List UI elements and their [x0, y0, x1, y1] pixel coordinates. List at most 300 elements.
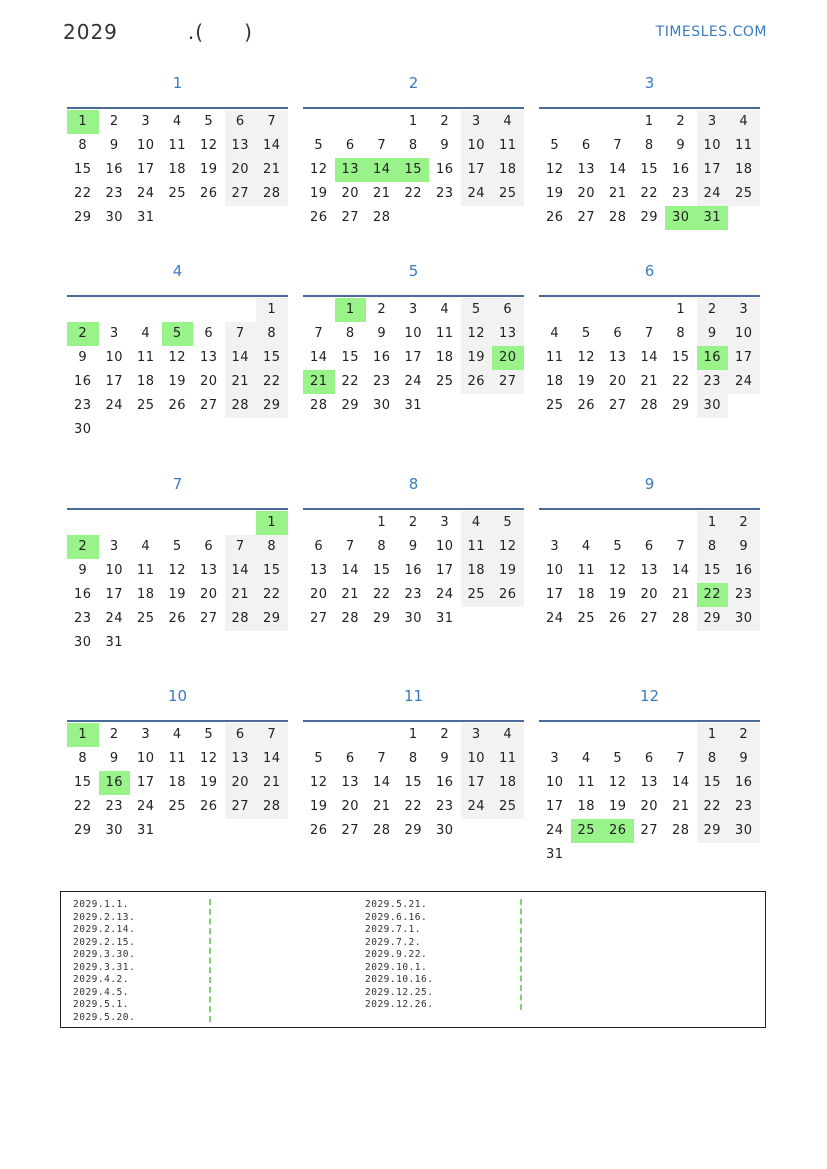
day-cell[interactable]: 24	[435, 587, 454, 602]
day-cell[interactable]: 22	[671, 374, 690, 389]
day-cell[interactable]: 6	[204, 326, 214, 341]
day-cell[interactable]: 11	[168, 751, 187, 766]
day-cell[interactable]: 22	[404, 186, 423, 201]
day-cell[interactable]: 30	[105, 823, 124, 838]
day-cell[interactable]: 13	[225, 134, 257, 158]
day-cell[interactable]: 19	[168, 587, 187, 602]
day-cell[interactable]: 8	[644, 138, 654, 153]
day-cell[interactable]: 24	[697, 182, 729, 206]
day-cell[interactable]: 27	[225, 182, 257, 206]
day-cell[interactable]: 1	[697, 511, 729, 535]
day-cell[interactable]: 14	[640, 350, 659, 365]
day-cell[interactable]: 27	[199, 398, 218, 413]
day-cell[interactable]: 23	[435, 799, 454, 814]
day-cell[interactable]: 5	[314, 751, 324, 766]
day-cell[interactable]: 6	[581, 138, 591, 153]
day-cell[interactable]: 1	[408, 114, 418, 129]
day-cell[interactable]: 6	[204, 539, 214, 554]
day-cell[interactable]: 2	[728, 723, 760, 747]
day-cell[interactable]: 19	[577, 374, 596, 389]
day-cell[interactable]: 6	[644, 539, 654, 554]
day-cell[interactable]: 26	[168, 398, 187, 413]
day-cell[interactable]: 18	[728, 158, 760, 182]
day-cell[interactable]: 19	[309, 186, 328, 201]
day-cell[interactable]: 4	[461, 511, 493, 535]
day-cell[interactable]: 22	[256, 583, 288, 607]
day-cell[interactable]: 15	[398, 158, 430, 182]
day-cell[interactable]: 20	[608, 374, 627, 389]
day-cell[interactable]: 4	[172, 727, 182, 742]
day-cell[interactable]: 2	[728, 511, 760, 535]
day-cell[interactable]: 9	[78, 563, 88, 578]
day-cell[interactable]: 9	[697, 322, 729, 346]
day-cell[interactable]: 1	[377, 515, 387, 530]
day-cell[interactable]: 12	[168, 563, 187, 578]
day-cell[interactable]: 14	[256, 747, 288, 771]
day-cell[interactable]: 28	[372, 823, 391, 838]
day-cell[interactable]: 1	[408, 727, 418, 742]
day-cell[interactable]: 8	[345, 326, 355, 341]
day-cell[interactable]: 19	[199, 162, 218, 177]
day-cell[interactable]: 17	[404, 350, 423, 365]
day-cell[interactable]: 7	[613, 138, 623, 153]
day-cell[interactable]: 2	[440, 114, 450, 129]
day-cell[interactable]: 22	[372, 587, 391, 602]
day-cell[interactable]: 6	[492, 298, 524, 322]
day-cell[interactable]: 11	[461, 535, 493, 559]
day-cell[interactable]: 16	[404, 563, 423, 578]
day-cell[interactable]: 10	[461, 134, 493, 158]
day-cell[interactable]: 28	[640, 398, 659, 413]
day-cell[interactable]: 15	[404, 775, 423, 790]
day-cell[interactable]: 13	[640, 775, 659, 790]
day-cell[interactable]: 20	[199, 587, 218, 602]
day-cell[interactable]: 13	[309, 563, 328, 578]
day-cell[interactable]: 23	[435, 186, 454, 201]
day-cell[interactable]: 12	[545, 162, 564, 177]
day-cell[interactable]: 28	[309, 398, 328, 413]
day-cell[interactable]: 21	[608, 186, 627, 201]
day-cell[interactable]: 14	[366, 158, 398, 182]
day-cell[interactable]: 8	[676, 326, 686, 341]
day-cell[interactable]: 12	[309, 775, 328, 790]
day-cell[interactable]: 6	[225, 110, 257, 134]
day-cell[interactable]: 5	[613, 539, 623, 554]
day-cell[interactable]: 21	[372, 186, 391, 201]
day-cell[interactable]: 13	[225, 747, 257, 771]
day-cell[interactable]: 9	[78, 350, 88, 365]
day-cell[interactable]: 23	[372, 374, 391, 389]
day-cell[interactable]: 27	[640, 611, 659, 626]
day-cell[interactable]: 18	[577, 587, 596, 602]
day-cell[interactable]: 18	[435, 350, 454, 365]
day-cell[interactable]: 19	[309, 799, 328, 814]
day-cell[interactable]: 8	[408, 751, 418, 766]
day-cell[interactable]: 5	[613, 751, 623, 766]
day-cell[interactable]: 19	[545, 186, 564, 201]
day-cell[interactable]: 7	[377, 751, 387, 766]
day-cell[interactable]: 26	[577, 398, 596, 413]
day-cell[interactable]: 27	[640, 823, 659, 838]
day-cell[interactable]: 23	[105, 799, 124, 814]
day-cell[interactable]: 10	[105, 350, 124, 365]
day-cell[interactable]: 23	[697, 370, 729, 394]
day-cell[interactable]: 12	[199, 138, 218, 153]
brand-logo[interactable]: TIMESLES.COM	[655, 24, 767, 40]
day-cell[interactable]: 2	[676, 114, 686, 129]
day-cell[interactable]: 5	[461, 298, 493, 322]
day-cell[interactable]: 14	[608, 162, 627, 177]
day-cell[interactable]: 2	[408, 515, 418, 530]
day-cell[interactable]: 6	[345, 751, 355, 766]
day-cell[interactable]: 15	[697, 559, 729, 583]
day-cell[interactable]: 25	[728, 182, 760, 206]
day-cell[interactable]: 9	[377, 326, 387, 341]
day-cell[interactable]: 10	[435, 539, 454, 554]
day-cell[interactable]: 3	[728, 298, 760, 322]
day-cell[interactable]: 13	[335, 158, 367, 182]
day-cell[interactable]: 25	[492, 182, 524, 206]
day-cell[interactable]: 23	[73, 398, 92, 413]
day-cell[interactable]: 29	[73, 823, 92, 838]
day-cell[interactable]: 17	[728, 346, 760, 370]
day-cell[interactable]: 14	[256, 134, 288, 158]
day-cell[interactable]: 2	[67, 322, 99, 346]
day-cell[interactable]: 3	[697, 110, 729, 134]
day-cell[interactable]: 11	[492, 134, 524, 158]
day-cell[interactable]: 7	[644, 326, 654, 341]
day-cell[interactable]: 26	[309, 210, 328, 225]
day-cell[interactable]: 15	[256, 559, 288, 583]
day-cell[interactable]: 15	[640, 162, 659, 177]
day-cell[interactable]: 20	[341, 799, 360, 814]
day-cell[interactable]: 16	[435, 775, 454, 790]
day-cell[interactable]: 14	[225, 346, 257, 370]
day-cell[interactable]: 11	[136, 350, 155, 365]
day-cell[interactable]: 3	[141, 727, 151, 742]
day-cell[interactable]: 17	[461, 158, 493, 182]
day-cell[interactable]: 10	[697, 134, 729, 158]
day-cell[interactable]: 15	[256, 346, 288, 370]
day-cell[interactable]: 13	[608, 350, 627, 365]
day-cell[interactable]: 18	[461, 559, 493, 583]
day-cell[interactable]: 27	[341, 210, 360, 225]
day-cell[interactable]: 13	[640, 563, 659, 578]
day-cell[interactable]: 17	[435, 563, 454, 578]
day-cell[interactable]: 19	[608, 799, 627, 814]
day-cell[interactable]: 13	[199, 563, 218, 578]
day-cell[interactable]: 11	[577, 775, 596, 790]
day-cell[interactable]: 27	[199, 611, 218, 626]
day-cell[interactable]: 13	[199, 350, 218, 365]
day-cell[interactable]: 1	[67, 723, 99, 747]
day-cell[interactable]: 22	[640, 186, 659, 201]
day-cell[interactable]: 1	[67, 110, 99, 134]
day-cell[interactable]: 28	[341, 611, 360, 626]
day-cell[interactable]: 30	[697, 394, 729, 418]
day-cell[interactable]: 18	[545, 374, 564, 389]
day-cell[interactable]: 20	[309, 587, 328, 602]
day-cell[interactable]: 26	[199, 799, 218, 814]
day-cell[interactable]: 10	[545, 775, 564, 790]
day-cell[interactable]: 8	[697, 535, 729, 559]
day-cell[interactable]: 1	[256, 511, 288, 535]
day-cell[interactable]: 30	[728, 607, 760, 631]
day-cell[interactable]: 10	[461, 747, 493, 771]
day-cell[interactable]: 20	[492, 346, 524, 370]
day-cell[interactable]: 29	[372, 611, 391, 626]
day-cell[interactable]: 5	[492, 511, 524, 535]
day-cell[interactable]: 7	[225, 322, 257, 346]
day-cell[interactable]: 12	[199, 751, 218, 766]
day-cell[interactable]: 28	[372, 210, 391, 225]
day-cell[interactable]: 16	[73, 374, 92, 389]
day-cell[interactable]: 2	[109, 727, 119, 742]
day-cell[interactable]: 4	[440, 302, 450, 317]
day-cell[interactable]: 22	[341, 374, 360, 389]
day-cell[interactable]: 2	[67, 535, 99, 559]
day-cell[interactable]: 5	[581, 326, 591, 341]
day-cell[interactable]: 6	[613, 326, 623, 341]
day-cell[interactable]: 3	[461, 110, 493, 134]
day-cell[interactable]: 29	[256, 607, 288, 631]
day-cell[interactable]: 25	[168, 186, 187, 201]
day-cell[interactable]: 3	[408, 302, 418, 317]
day-cell[interactable]: 18	[168, 775, 187, 790]
day-cell[interactable]: 24	[461, 795, 493, 819]
day-cell[interactable]: 9	[676, 138, 686, 153]
day-cell[interactable]: 7	[314, 326, 324, 341]
day-cell[interactable]: 1	[256, 298, 288, 322]
day-cell[interactable]: 31	[435, 611, 454, 626]
day-cell[interactable]: 2	[109, 114, 119, 129]
day-cell[interactable]: 29	[640, 210, 659, 225]
day-cell[interactable]: 1	[676, 302, 686, 317]
day-cell[interactable]: 23	[404, 587, 423, 602]
day-cell[interactable]: 9	[728, 535, 760, 559]
day-cell[interactable]: 2	[697, 298, 729, 322]
day-cell[interactable]: 17	[105, 374, 124, 389]
day-cell[interactable]: 29	[671, 398, 690, 413]
day-cell[interactable]: 23	[105, 186, 124, 201]
day-cell[interactable]: 7	[256, 110, 288, 134]
day-cell[interactable]: 29	[341, 398, 360, 413]
day-cell[interactable]: 16	[99, 771, 131, 795]
day-cell[interactable]: 26	[602, 819, 634, 843]
day-cell[interactable]: 16	[697, 346, 729, 370]
day-cell[interactable]: 28	[225, 394, 257, 418]
day-cell[interactable]: 27	[577, 210, 596, 225]
day-cell[interactable]: 11	[577, 563, 596, 578]
day-cell[interactable]: 6	[644, 751, 654, 766]
day-cell[interactable]: 16	[73, 587, 92, 602]
day-cell[interactable]: 11	[728, 134, 760, 158]
day-cell[interactable]: 10	[136, 751, 155, 766]
day-cell[interactable]: 28	[256, 795, 288, 819]
day-cell[interactable]: 10	[105, 563, 124, 578]
day-cell[interactable]: 10	[545, 563, 564, 578]
day-cell[interactable]: 4	[728, 110, 760, 134]
day-cell[interactable]: 15	[671, 350, 690, 365]
day-cell[interactable]: 25	[492, 795, 524, 819]
day-cell[interactable]: 18	[168, 162, 187, 177]
day-cell[interactable]: 9	[109, 138, 119, 153]
day-cell[interactable]: 16	[435, 162, 454, 177]
day-cell[interactable]: 5	[162, 322, 194, 346]
day-cell[interactable]: 24	[105, 611, 124, 626]
day-cell[interactable]: 25	[461, 583, 493, 607]
day-cell[interactable]: 23	[728, 795, 760, 819]
day-cell[interactable]: 4	[550, 326, 560, 341]
day-cell[interactable]: 31	[105, 635, 124, 650]
day-cell[interactable]: 25	[571, 819, 603, 843]
day-cell[interactable]: 23	[73, 611, 92, 626]
day-cell[interactable]: 8	[78, 138, 88, 153]
day-cell[interactable]: 16	[105, 162, 124, 177]
day-cell[interactable]: 4	[492, 723, 524, 747]
day-cell[interactable]: 24	[404, 374, 423, 389]
day-cell[interactable]: 27	[492, 370, 524, 394]
day-cell[interactable]: 29	[697, 819, 729, 843]
day-cell[interactable]: 4	[581, 539, 591, 554]
day-cell[interactable]: 10	[136, 138, 155, 153]
day-cell[interactable]: 24	[728, 370, 760, 394]
day-cell[interactable]: 13	[341, 775, 360, 790]
day-cell[interactable]: 9	[728, 747, 760, 771]
day-cell[interactable]: 18	[492, 158, 524, 182]
day-cell[interactable]: 24	[545, 823, 564, 838]
day-cell[interactable]: 26	[168, 611, 187, 626]
day-cell[interactable]: 23	[671, 186, 690, 201]
day-cell[interactable]: 25	[545, 398, 564, 413]
day-cell[interactable]: 18	[492, 771, 524, 795]
day-cell[interactable]: 26	[309, 823, 328, 838]
day-cell[interactable]: 14	[309, 350, 328, 365]
day-cell[interactable]: 7	[676, 539, 686, 554]
day-cell[interactable]: 11	[545, 350, 564, 365]
day-cell[interactable]: 8	[377, 539, 387, 554]
day-cell[interactable]: 21	[225, 583, 257, 607]
day-cell[interactable]: 20	[577, 186, 596, 201]
day-cell[interactable]: 21	[256, 771, 288, 795]
day-cell[interactable]: 19	[199, 775, 218, 790]
day-cell[interactable]: 15	[372, 563, 391, 578]
day-cell[interactable]: 2	[377, 302, 387, 317]
day-cell[interactable]: 21	[372, 799, 391, 814]
day-cell[interactable]: 28	[225, 607, 257, 631]
day-cell[interactable]: 8	[256, 535, 288, 559]
day-cell[interactable]: 15	[73, 775, 92, 790]
day-cell[interactable]: 29	[404, 823, 423, 838]
day-cell[interactable]: 11	[168, 138, 187, 153]
day-cell[interactable]: 23	[728, 583, 760, 607]
day-cell[interactable]: 25	[435, 374, 454, 389]
day-cell[interactable]: 8	[697, 747, 729, 771]
day-cell[interactable]: 2	[440, 727, 450, 742]
day-cell[interactable]: 29	[256, 394, 288, 418]
day-cell[interactable]: 21	[341, 587, 360, 602]
day-cell[interactable]: 21	[303, 370, 335, 394]
day-cell[interactable]: 21	[225, 370, 257, 394]
day-cell[interactable]: 13	[492, 322, 524, 346]
day-cell[interactable]: 10	[404, 326, 423, 341]
day-cell[interactable]: 17	[461, 771, 493, 795]
day-cell[interactable]: 22	[697, 795, 729, 819]
day-cell[interactable]: 17	[545, 799, 564, 814]
day-cell[interactable]: 12	[492, 535, 524, 559]
day-cell[interactable]: 12	[461, 322, 493, 346]
day-cell[interactable]: 1	[644, 114, 654, 129]
day-cell[interactable]: 14	[671, 563, 690, 578]
day-cell[interactable]: 10	[728, 322, 760, 346]
day-cell[interactable]: 29	[697, 607, 729, 631]
day-cell[interactable]: 31	[404, 398, 423, 413]
day-cell[interactable]: 14	[225, 559, 257, 583]
day-cell[interactable]: 20	[225, 158, 257, 182]
day-cell[interactable]: 26	[608, 611, 627, 626]
day-cell[interactable]: 9	[440, 751, 450, 766]
day-cell[interactable]: 16	[728, 771, 760, 795]
day-cell[interactable]: 25	[577, 611, 596, 626]
day-cell[interactable]: 29	[73, 210, 92, 225]
day-cell[interactable]: 30	[105, 210, 124, 225]
day-cell[interactable]: 14	[671, 775, 690, 790]
day-cell[interactable]: 24	[545, 611, 564, 626]
day-cell[interactable]: 30	[665, 206, 697, 230]
day-cell[interactable]: 6	[345, 138, 355, 153]
day-cell[interactable]: 19	[461, 346, 493, 370]
day-cell[interactable]: 11	[435, 326, 454, 341]
day-cell[interactable]: 22	[404, 799, 423, 814]
day-cell[interactable]: 13	[577, 162, 596, 177]
day-cell[interactable]: 12	[309, 162, 328, 177]
day-cell[interactable]: 30	[404, 611, 423, 626]
day-cell[interactable]: 16	[372, 350, 391, 365]
day-cell[interactable]: 22	[256, 370, 288, 394]
day-cell[interactable]: 6	[314, 539, 324, 554]
day-cell[interactable]: 5	[550, 138, 560, 153]
day-cell[interactable]: 27	[309, 611, 328, 626]
day-cell[interactable]: 3	[141, 114, 151, 129]
day-cell[interactable]: 3	[550, 539, 560, 554]
day-cell[interactable]: 1	[335, 298, 367, 322]
day-cell[interactable]: 8	[408, 138, 418, 153]
day-cell[interactable]: 20	[225, 771, 257, 795]
day-cell[interactable]: 21	[256, 158, 288, 182]
day-cell[interactable]: 21	[640, 374, 659, 389]
day-cell[interactable]: 18	[136, 587, 155, 602]
day-cell[interactable]: 24	[461, 182, 493, 206]
day-cell[interactable]: 7	[676, 751, 686, 766]
day-cell[interactable]: 19	[492, 559, 524, 583]
day-cell[interactable]: 17	[136, 162, 155, 177]
day-cell[interactable]: 28	[671, 823, 690, 838]
day-cell[interactable]: 22	[697, 583, 729, 607]
day-cell[interactable]: 3	[461, 723, 493, 747]
day-cell[interactable]: 5	[172, 539, 182, 554]
day-cell[interactable]: 25	[136, 398, 155, 413]
day-cell[interactable]: 15	[341, 350, 360, 365]
day-cell[interactable]: 16	[728, 559, 760, 583]
day-cell[interactable]: 12	[608, 563, 627, 578]
day-cell[interactable]: 30	[435, 823, 454, 838]
day-cell[interactable]: 9	[109, 751, 119, 766]
day-cell[interactable]: 17	[136, 775, 155, 790]
day-cell[interactable]: 1	[697, 723, 729, 747]
day-cell[interactable]: 3	[440, 515, 450, 530]
day-cell[interactable]: 12	[608, 775, 627, 790]
day-cell[interactable]: 12	[168, 350, 187, 365]
